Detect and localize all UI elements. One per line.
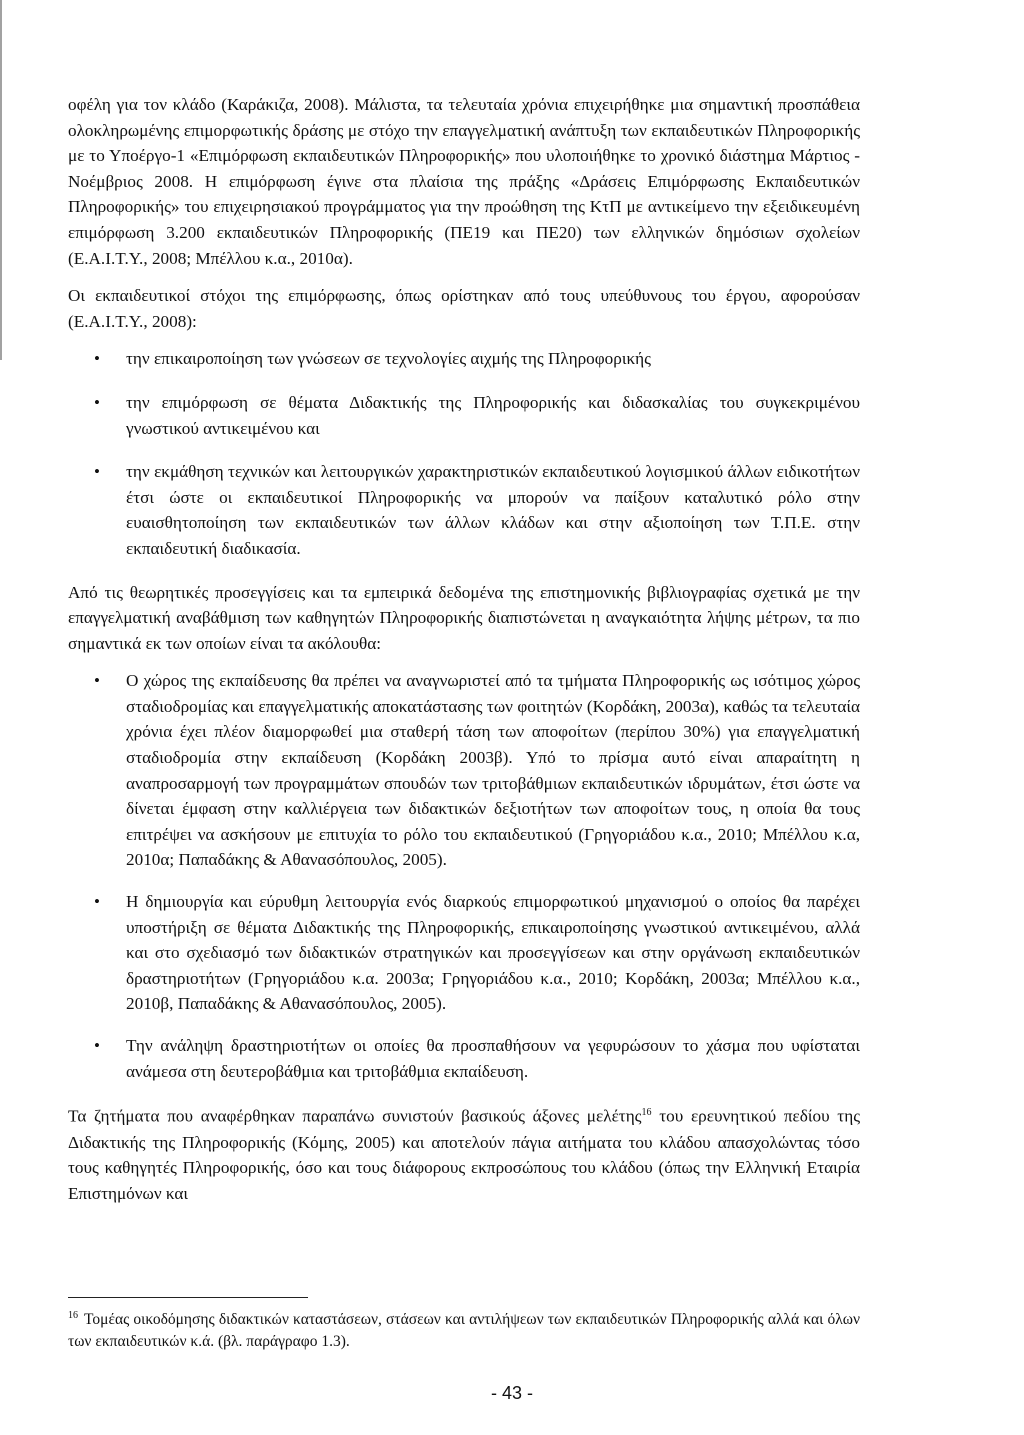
bullet-icon: • bbox=[94, 349, 100, 369]
measures-list bbox=[68, 668, 860, 1084]
goals-list bbox=[68, 346, 860, 561]
list-item bbox=[68, 390, 860, 441]
list-item bbox=[68, 668, 860, 873]
list-item bbox=[68, 889, 860, 1017]
bullet-icon: • bbox=[94, 671, 100, 691]
paragraph-goals-intro: Οι εκπαιδευτικοί στόχοι της επιμόρφωσης, όπως ορίστηκαν από τους υπεύθυνους του έργου, αφορούσαν (Ε.Α.Ι.Τ.Υ., 2008): bbox=[68, 286, 860, 331]
paragraph-measures-intro: Από τις θεωρητικές προσεγγίσεις και τα εμπειρικά δεδομένα της επιστημονικής βιβλιογραφίας σχετικά με την επαγγελματική αναβάθμιση των καθηγητών Πληροφορικής διαπιστώνεται η αναγκαιότητα λήψης μέτρων, τα πιο σημαντικά εκ των οποίων είναι τα ακόλουθα: bbox=[68, 582, 860, 653]
list-item-text: την εκμάθηση τεχνικών και λειτουργικών χαρακτηριστικών εκπαιδευτικού λογισμικού άλλων ειδικοτήτων έτσι ώστε οι εκπαιδευτικοί Πληροφορικής να μπορούν να παίξουν καταλυτικό ρόλο στην ευαισθητοποίηση των εκπαιδευτικών των άλλων κλάδων και στην αξιοποίηση των Τ.Π.Ε. στην εκπαιδευτική διαδικασία. bbox=[126, 462, 860, 558]
footnote bbox=[68, 1305, 860, 1353]
bullet-icon: • bbox=[94, 892, 100, 912]
bullet-icon: • bbox=[94, 1036, 100, 1055]
scan-edge-mark bbox=[0, 0, 16, 360]
bullet-icon: • bbox=[94, 462, 100, 482]
list-item-text: Η δημιουργία και εύρυθμη λειτουργία ενός διαρκούς επιμορφωτικού μηχανισμού ο οποίος θα παρέχει υποστήριξη σε θέματα Διδακτικής της Πληροφορικής, επικαιροποίησης γνωστικού αντικειμένου, αλλά και στο σχεδιασμό των διδακτικών στρατηγικών και προσεγγίσεων και στην οργάνωση εκπαιδευτικών δραστηριοτήτων (Γρηγοριάδου κ.α. 2003α; Γρηγοριάδου κ.α., 2010; Κορδάκη, 2003α; Μπέλλου κ.α., 2010β, Παπαδάκης & Αθανασόπουλος, 2005). bbox=[126, 892, 860, 1014]
footnote-divider bbox=[68, 1297, 308, 1298]
list-item-text: την επιμόρφωση σε θέματα Διδακτικής της Πληροφορικής και διδασκαλίας του συγκεκριμένου γνωστικού αντικειμένου και bbox=[126, 392, 860, 438]
footnote-number: 16 bbox=[68, 1310, 78, 1321]
list-item-text: την επικαιροποίηση των γνώσεων σε τεχνολογίες αιχμής της Πληροφορικής bbox=[126, 349, 651, 369]
list-item-text: Την ανάληψη δραστηριοτήτων οι οποίες θα προσπαθήσουν να γεφυρώσουν το χάσμα που υφίσταται ανάμεσα στη δευτεροβάθμια και τριτοβάθμια εκπαίδευση. bbox=[126, 1036, 860, 1081]
footnote-text: Τομέας οικοδόμησης διδακτικών καταστάσεων, στάσεων και αντιλήψεων των εκπαιδευτικών Πληροφορικής αλλά και όλων των εκπαιδευτικών κ.ά. (βλ. παράγραφο 1.3). bbox=[68, 1311, 860, 1351]
list-item bbox=[68, 346, 860, 372]
bullet-icon: • bbox=[94, 392, 100, 412]
page-body bbox=[68, 92, 860, 1218]
paragraph-conclusion-rest: του ερευνητικού πεδίου της Διδακτικής της Πληροφορικής (Κόμης, 2005) και αποτελούν πάγια αιτήματα του κλάδου απασχολώντας τόσο τους καθηγητές Πληροφορικής, όσο και τους διάφορους εκπροσώπους του κλάδου (όπως την Ελληνική Εταιρία Επιστημόνων και bbox=[68, 1106, 861, 1203]
list-item bbox=[68, 1033, 860, 1084]
paragraph-conclusion bbox=[68, 1100, 860, 1206]
footnote-reference[interactable]: 16 bbox=[641, 1107, 652, 1119]
list-item bbox=[68, 459, 860, 561]
page-number: - 43 - bbox=[490, 1383, 533, 1403]
paragraph-intro: οφέλη για τον κλάδο (Καράκιζα, 2008). Μάλιστα, τα τελευταία χρόνια επιχειρήθηκε μια σημαντική προσπάθεια ολοκληρωμένης επιμορφωτικής δράσης με στόχο την επαγγελματική ανάπτυξη των εκπαιδευτικών Πληροφορικής με το Υποέργο-1 «Επιμόρφωση εκπαιδευτικών Πληροφορικής» που υλοποιήθηκε το χρονικό διάστημα Μάρτιος - Νοέμβριος 2008. Η επιμόρφωση έγινε στα πλαίσια της πράξης «Δράσεις Επιμόρφωσης Εκπαιδευτικών Πληροφορικής» του επιχειρησιακού προγράμματος για την προώθηση της ΚτΠ με αντικείμενο την εξειδικευμένη επιμόρφωση 3.200 εκπαιδευτικών Πληροφορικής (ΠΕ19 και ΠΕ20) των ελληνικών δημόσιων σχολείων (Ε.Α.Ι.Τ.Υ., 2008; Μπέλλου κ.α., 2010α). bbox=[68, 95, 860, 268]
paragraph-conclusion-text: Τα ζητήματα που αναφέρθηκαν παραπάνω συνιστούν βασικούς άξονες μελέτης bbox=[68, 1106, 642, 1126]
list-item-text: Ο χώρος της εκπαίδευσης θα πρέπει να αναγνωριστεί από τα τμήματα Πληροφορικής ως ισότιμος χώρος σταδιοδρομίας και επαγγελματικής αποκατάστασης των φοιτητών (Κορδάκη, 2003α), καθώς τα τελευταία χρόνια έχει πλέον διαμορφωθεί μια σταθερή τάση των αποφοίτων (περίπου 30%) για επαγγελματική σταδιοδρομία στην εκπαίδευση (Κορδάκη 2003β). Υπό το πρίσμα αυτό είναι απαραίτητη η αναπροσαρμογή των προγραμμάτων σπουδών των τριτοβάθμιων εκπαιδευτικών ιδρυμάτων, έτσι ώστε να δίνεται έμφαση στην καλλιέργεια των διδακτικών δεξιοτήτων των αποφοίτων τους, η οποία θα τους επιτρέψει να ασκήσουν με επιτυχία το ρόλο του εκπαιδευτικού (Γρηγοριάδου κ.α., 2010; Μπέλλου κ.α, 2010α; Παπαδάκης & Αθανασόπουλος, 2005). bbox=[126, 671, 860, 870]
